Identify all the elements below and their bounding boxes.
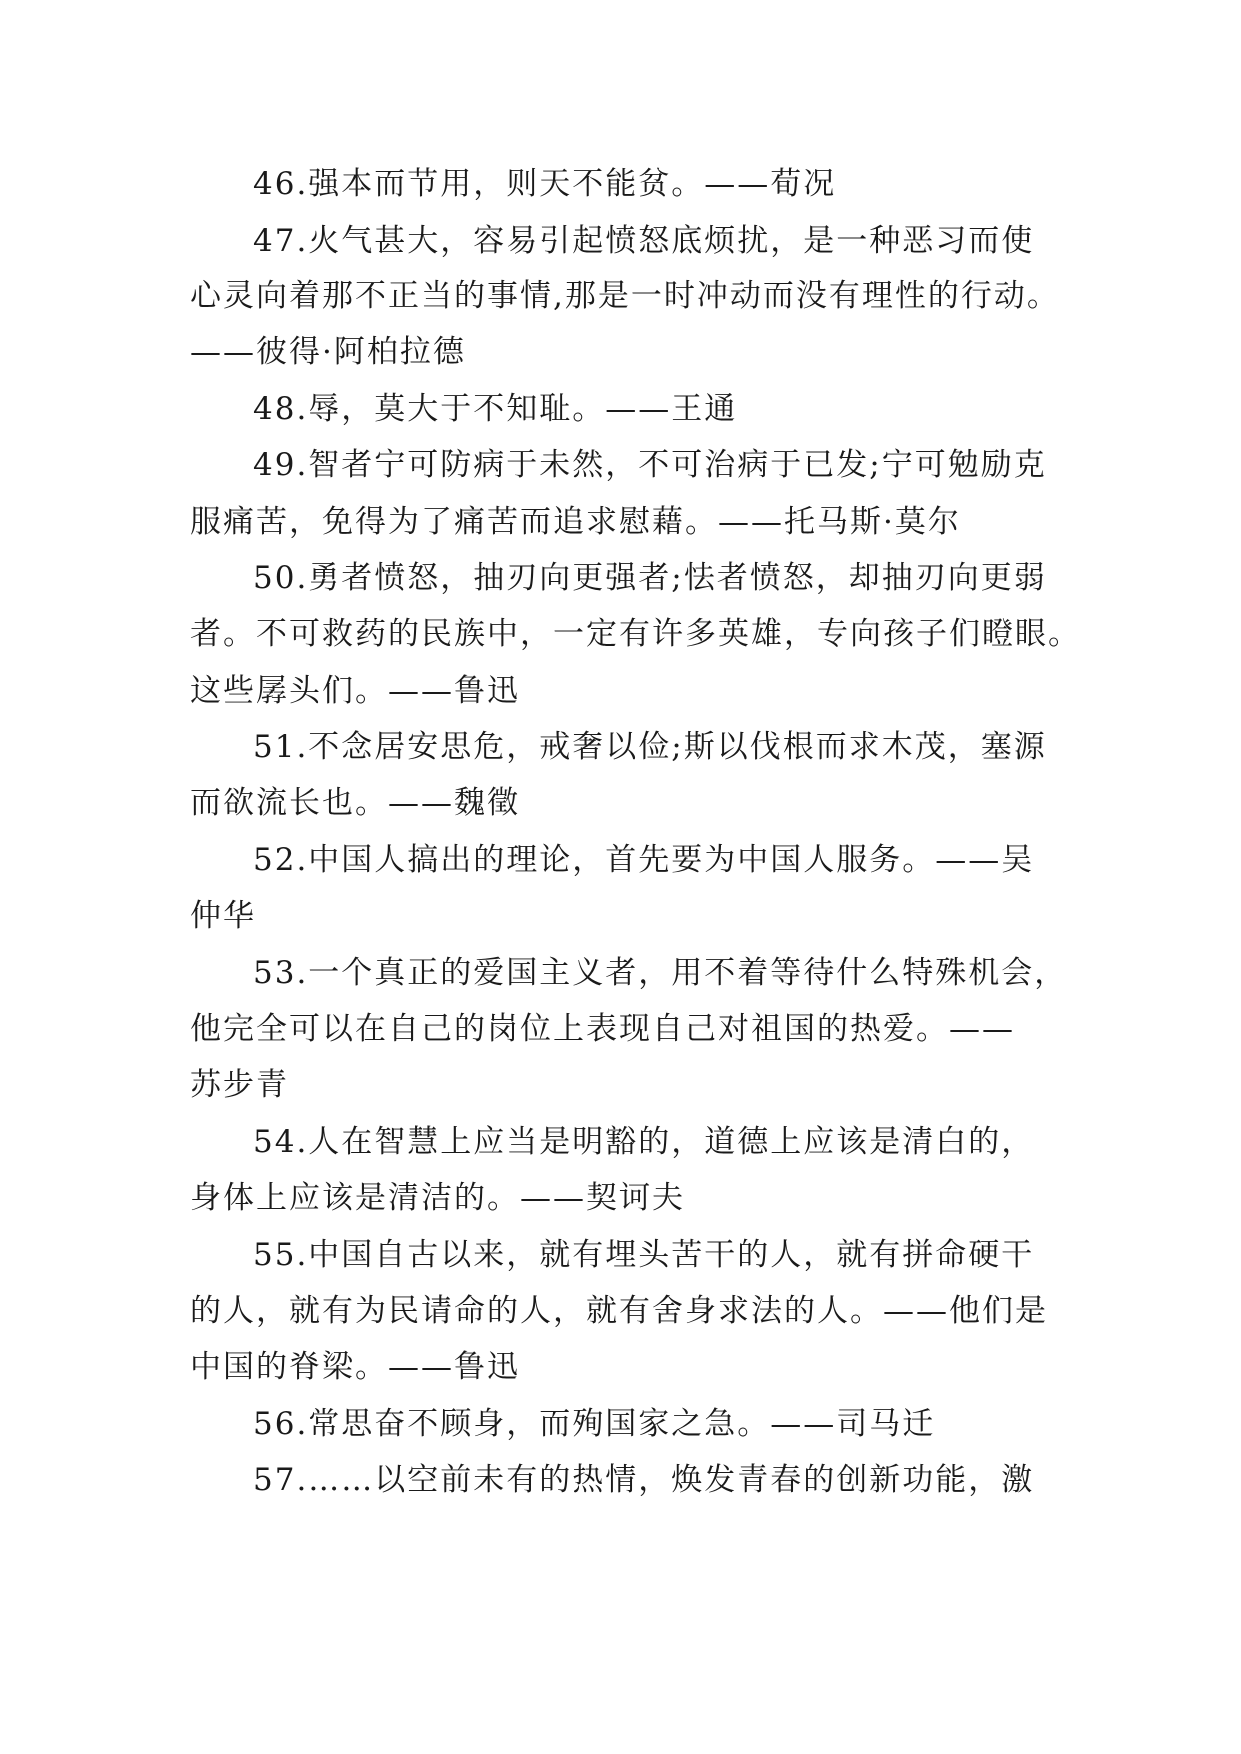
quote-line: 49.智者宁可防病于未然，不可治病于已发;宁可勉励克 (253, 447, 1047, 483)
quote-line: 55.中国自古以来，就有埋头苦干的人，就有拼命硬干 (253, 1237, 1035, 1273)
quote-line: 服痛苦，免得为了痛苦而追求慰藉。——托马斯·莫尔 (190, 504, 961, 540)
quote-line: 中国的脊梁。——鲁迅 (190, 1349, 520, 1385)
quote-line: 53.一个真正的爱国主义者，用不着等待什么特殊机会， (253, 955, 1068, 991)
quote-line: 而欲流长也。——魏徵 (190, 785, 520, 821)
quote-line: 48.辱，莫大于不知耻。——王通 (253, 391, 738, 427)
quote-line: 仲华 (190, 898, 256, 934)
quote-line: 心灵向着那不正当的事情,那是一时冲动而没有理性的行动。 (190, 278, 1060, 314)
quote-line: 56.常思奋不顾身，而殉国家之急。——司马迁 (253, 1406, 936, 1442)
quote-line: 54.人在智慧上应当是明豁的，道德上应该是清白的， (253, 1124, 1035, 1160)
quote-line: ——彼得·阿柏拉德 (190, 334, 466, 370)
quote-line: 57.……以空前未有的热情，焕发青春的创新功能，激 (253, 1462, 1035, 1498)
quote-line: 苏步青 (190, 1067, 289, 1103)
quote-line: 他完全可以在自己的岗位上表现自己对祖国的热爱。—— (190, 1011, 1015, 1047)
quote-line: 这些孱头们。——鲁迅 (190, 673, 520, 709)
quote-line: 46.强本而节用，则天不能贫。——荀况 (253, 166, 837, 202)
quote-line: 47.火气甚大，容易引起愤怒底烦扰，是一种恶习而使 (253, 223, 1035, 259)
quote-line: 51.不念居安思危，戒奢以俭;斯以伐根而求木茂，塞源 (253, 729, 1047, 765)
quote-line: 身体上应该是清洁的。——契诃夫 (190, 1180, 685, 1216)
quote-line: 50.勇者愤怒，抽刃向更强者;怯者愤怒，却抽刃向更弱 (253, 560, 1047, 596)
quote-line: 52.中国人搞出的理论，首先要为中国人服务。——吴 (253, 842, 1035, 878)
quote-line: 者。不可救药的民族中，一定有许多英雄，专向孩子们瞪眼。 (190, 616, 1081, 652)
quote-line: 的人，就有为民请命的人，就有舍身求法的人。——他们是 (190, 1293, 1048, 1329)
